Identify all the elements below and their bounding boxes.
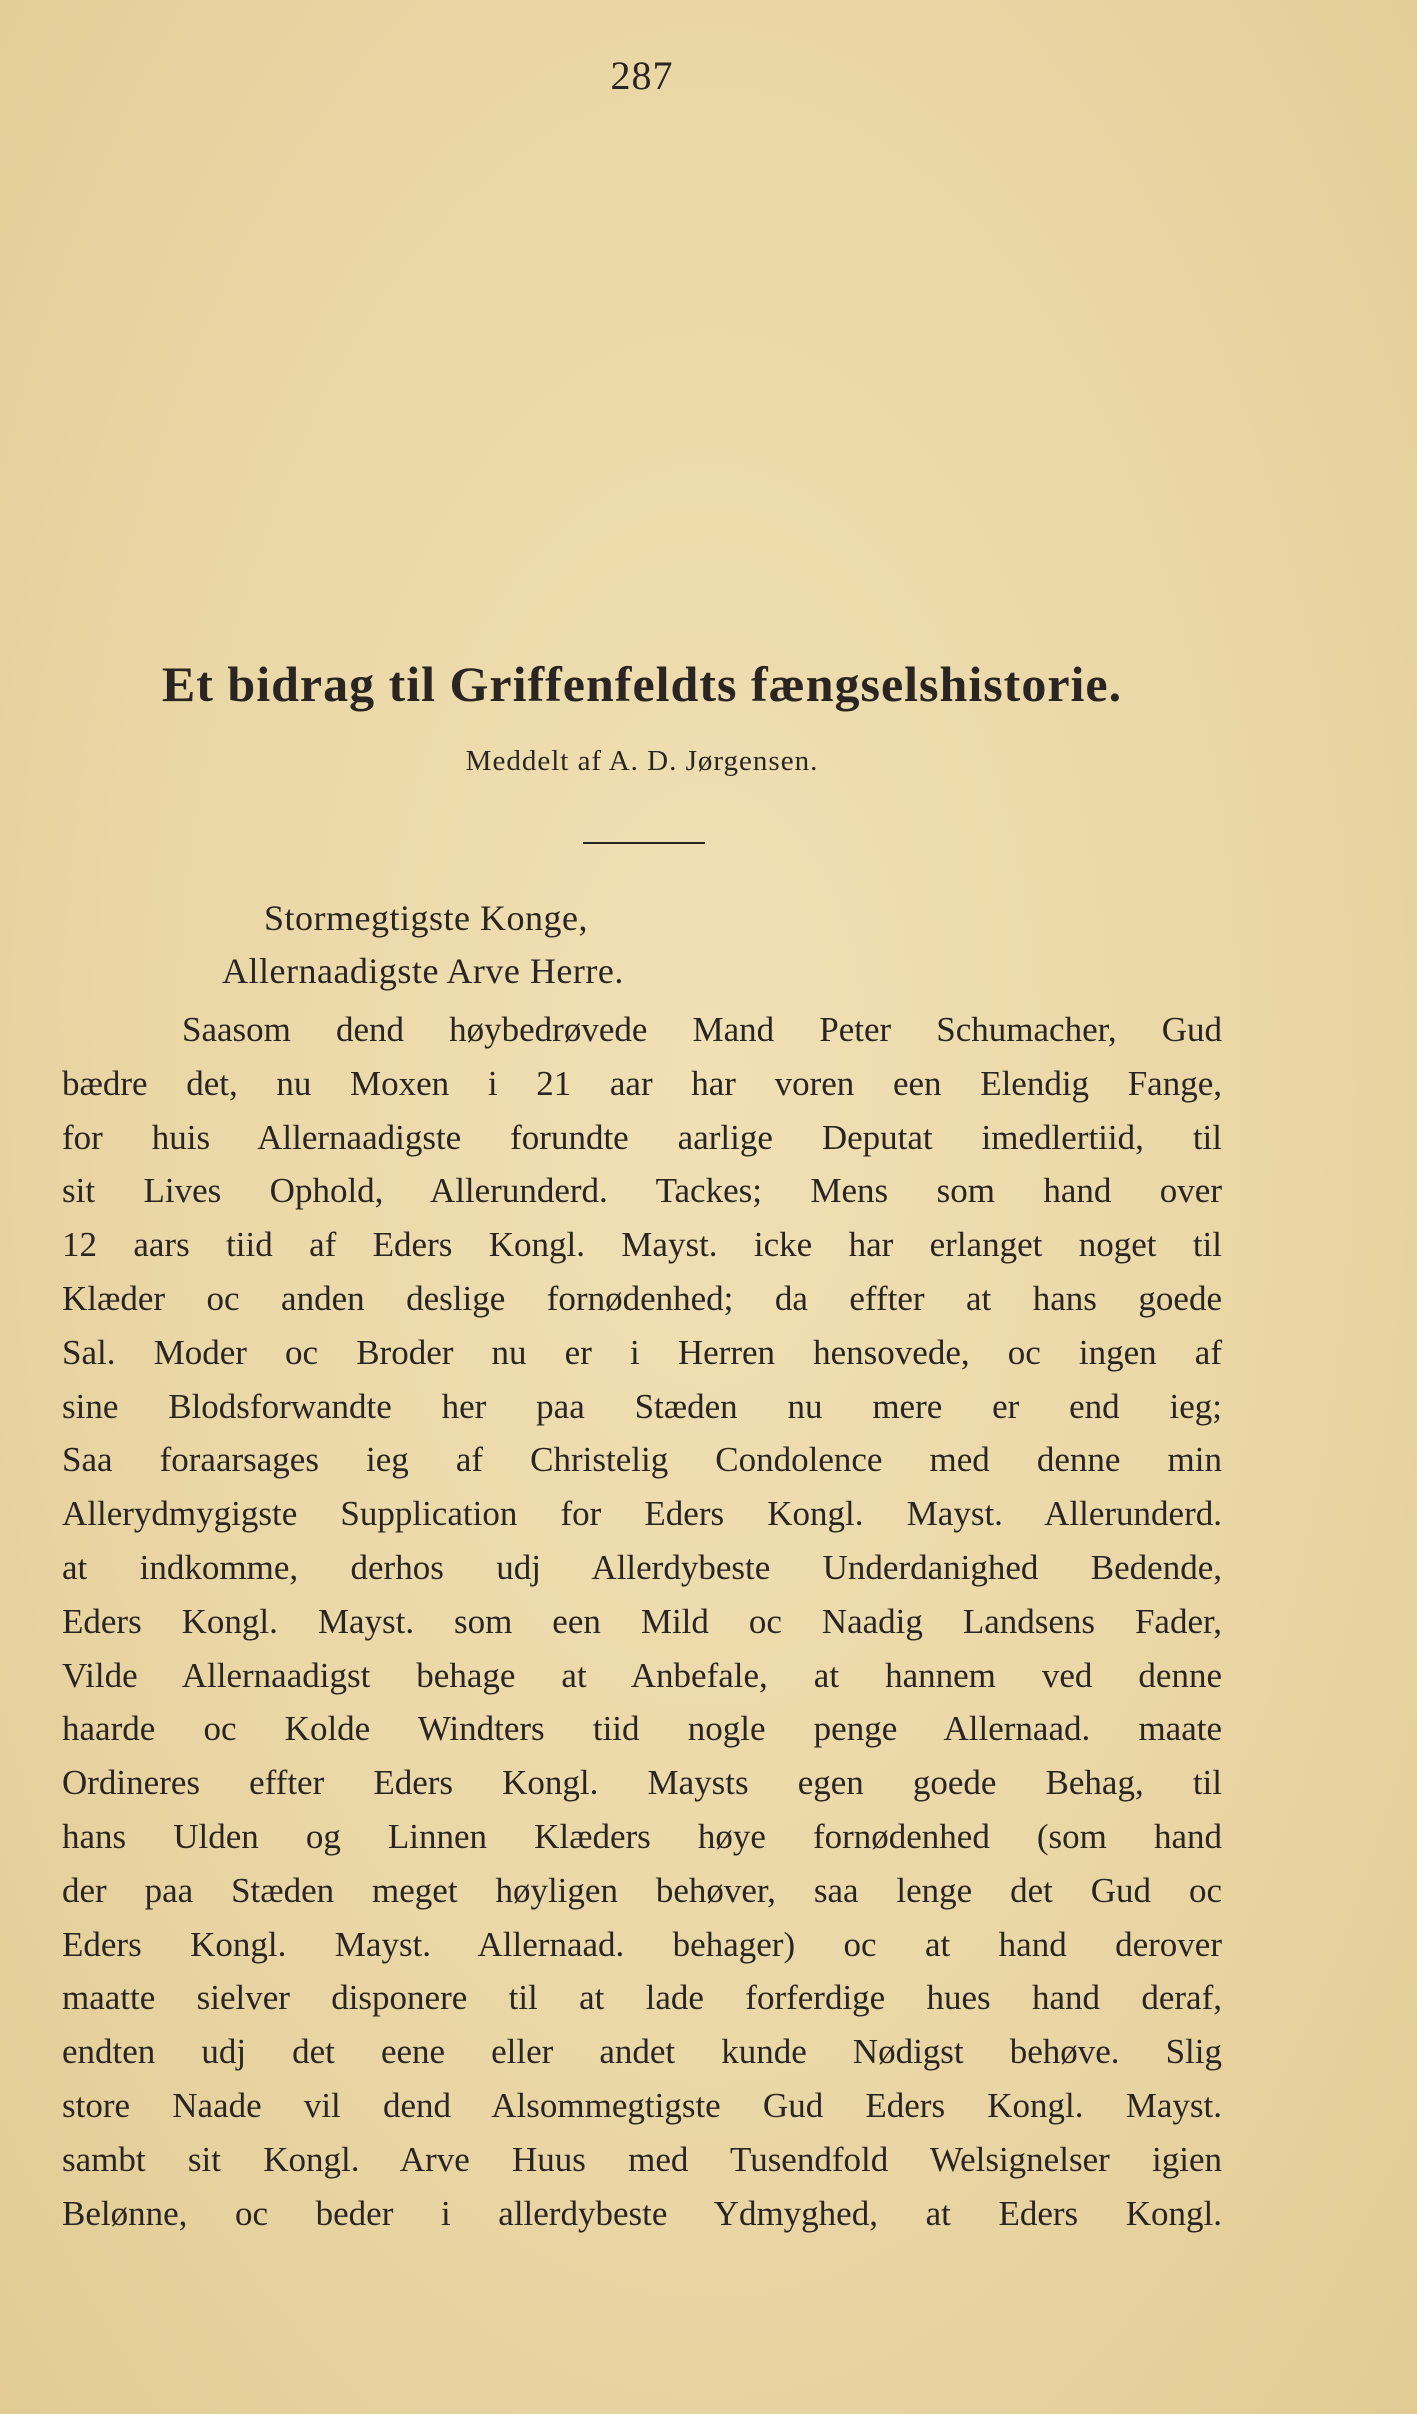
body-line: der paa Stæden meget høyligen behøver, saa lenge det Gud oc xyxy=(62,1870,1222,1910)
body-line: sambt sit Kongl. Arve Huus med Tusendfold Welsignelser igien xyxy=(62,2139,1222,2179)
body-line: for huis Allernaadigste forundte aarlige Deputat imedlertiid, til xyxy=(62,1117,1222,1157)
body-line: Belønne, oc beder i allerdybeste Ydmyghed, at Eders Kongl. xyxy=(62,2193,1222,2233)
body-line: hans Ulden og Linnen Klæders høye fornødenhed (som hand xyxy=(62,1816,1222,1856)
body-line: Sal. Moder oc Broder nu er i Herren hensovede, oc ingen af xyxy=(62,1332,1222,1372)
body-line: bædre det, nu Moxen i 21 aar har voren een Elendig Fange, xyxy=(62,1063,1222,1103)
letter-body xyxy=(62,1003,1222,2240)
body-line: Eders Kongl. Mayst. som een Mild oc Naadig Landsens Fader, xyxy=(62,1601,1222,1641)
body-line: sine Blodsforwandte her paa Stæden nu mere er end ieg; xyxy=(62,1386,1222,1426)
body-line: at indkomme, derhos udj Allerdybeste Underdanighed Bedende, xyxy=(62,1547,1222,1587)
body-line: Eders Kongl. Mayst. Allernaad. behager) oc at hand derover xyxy=(62,1924,1222,1964)
body-line: Allerydmygigste Supplication for Eders Kongl. Mayst. Allerunderd. xyxy=(62,1494,1222,1534)
body-line: Saa foraarsages ieg af Christelig Condolence med denne min xyxy=(62,1440,1222,1480)
body-line: Saasom dend høybedrøvede Mand Peter Schumacher, Gud xyxy=(182,1010,1222,1049)
body-line: store Naade vil dend Alsommegtigste Gud Eders Kongl. Mayst. xyxy=(62,2085,1222,2125)
body-line: haarde oc Kolde Windters tiid nogle penge Allernaad. maate xyxy=(62,1709,1222,1749)
body-line: Vilde Allernaadigst behage at Anbefale, at hannem ved denne xyxy=(62,1655,1222,1695)
page-number: 287 xyxy=(610,53,674,98)
body-line: endten udj det eene eller andet kunde Nødigst behøve. Slig xyxy=(62,2032,1222,2072)
body-line: maatte sielver disponere til at lade forferdige hues hand deraf, xyxy=(62,1978,1222,2018)
show-through-bleed xyxy=(560,120,1360,580)
article-title: Et bidrag til Griffenfeldts fængselshistorie. xyxy=(161,656,1123,712)
body-line: Ordineres effter Eders Kongl. Maysts egen goede Behag, til xyxy=(62,1763,1222,1803)
salutation-line: Stormegtigste Konge, xyxy=(264,898,588,938)
body-line: 12 aars tiid af Eders Kongl. Mayst. icke har erlanget noget til xyxy=(62,1225,1222,1265)
byline: Meddelt af A. D. Jørgensen. xyxy=(465,745,819,777)
body-line: sit Lives Ophold, Allerunderd. Tackes; Mens som hand over xyxy=(62,1171,1222,1211)
title-divider xyxy=(583,842,705,844)
salutation-line: Allernaadigste Arve Herre. xyxy=(222,951,624,991)
body-line: Klæder oc anden deslige fornødenhed; da effter at hans goede xyxy=(62,1278,1222,1318)
